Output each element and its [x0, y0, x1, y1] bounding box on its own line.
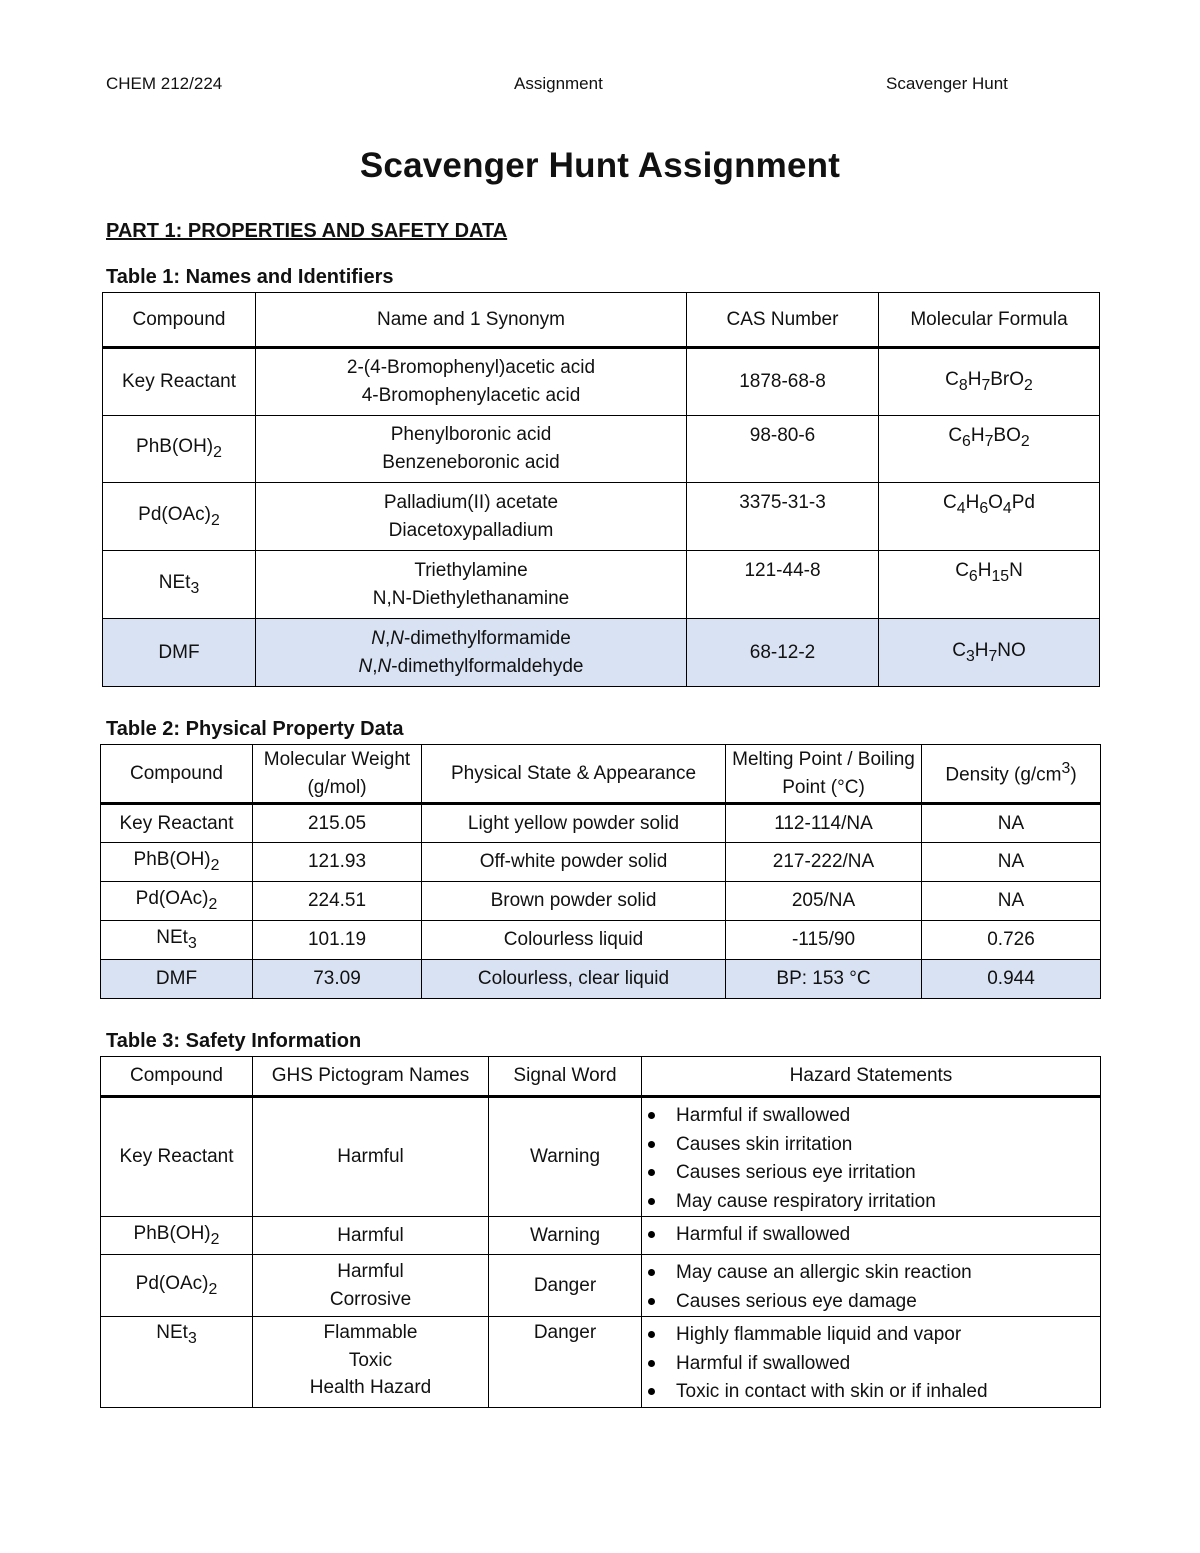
- state-cell: Colourless liquid: [422, 921, 726, 960]
- compound-cell: $Pd(OAc)_2$: [103, 483, 256, 551]
- table3-row: [101, 1255, 1101, 1317]
- cas-cell: 121-44-8: [687, 551, 879, 619]
- compound-cell: $PhB(OH)_2$: [103, 416, 256, 483]
- mp-cell: 112-114/NA: [726, 804, 922, 843]
- hazard-statements-cell: [642, 1317, 1101, 1408]
- state-cell: Brown powder solid: [422, 882, 726, 921]
- formula-cell: $C_4H_6O_4Pd$: [879, 483, 1100, 551]
- signal-word-cell: Danger: [489, 1317, 642, 1408]
- table2-row: [101, 960, 1101, 999]
- pictogram-name: Health Hazard: [309, 1377, 432, 1399]
- table3-row: [101, 1217, 1101, 1255]
- compound-cell: Key Reactant: [103, 348, 256, 416]
- state-cell: Off-white powder solid: [422, 843, 726, 882]
- hazard-list: [676, 1259, 1096, 1316]
- table-names-identifiers: [102, 292, 1100, 687]
- pictogram-cell: [253, 1097, 489, 1217]
- mp-cell: BP: 153 °C: [726, 960, 922, 999]
- table1-row: [103, 348, 1100, 416]
- compound-name: Triethylamine: [414, 559, 528, 581]
- table3-header-pictograms: GHS Pictogram Names: [253, 1057, 489, 1097]
- part-heading: PART 1: PROPERTIES AND SAFETY DATA: [106, 220, 508, 242]
- mp-cell: 205/NA: [726, 882, 922, 921]
- hazard-statements-cell: [642, 1097, 1101, 1217]
- table1-row: [103, 416, 1100, 483]
- hazard-statements-cell: [642, 1217, 1101, 1255]
- formula-cell: $C_3H_7NO$: [879, 619, 1100, 687]
- density-cell: NA: [922, 804, 1101, 843]
- density-cell: 0.944: [922, 960, 1101, 999]
- table2-header-mp: Melting Point / Boiling Point (°C): [726, 745, 922, 804]
- pictogram-name: Harmful: [337, 1146, 404, 1168]
- compound-synonym: 4-Bromophenylacetic acid: [361, 385, 581, 406]
- formula-cell: $C_8H_7BrO_2$: [879, 348, 1100, 416]
- table1-row: [103, 619, 1100, 687]
- table3-row: [101, 1317, 1101, 1408]
- table3-header-hazards: Hazard Statements: [642, 1057, 1101, 1097]
- hazard-statement: Toxic in contact with skin or if inhaled: [676, 1378, 1096, 1407]
- compound-name: Palladium(II) acetate: [383, 491, 559, 513]
- cas-cell: 1878-68-8: [687, 348, 879, 416]
- compound-name: N,N-dimethylformamide: [371, 627, 571, 649]
- compound-cell: Key Reactant: [101, 1097, 253, 1217]
- name-synonym-cell: [256, 416, 687, 483]
- name-synonym-cell: [256, 551, 687, 619]
- pictogram-name: Toxic: [348, 1349, 393, 1371]
- table2-row: [101, 804, 1101, 843]
- hazard-statement: May cause respiratory irritation: [676, 1188, 1096, 1217]
- mw-cell: 215.05: [253, 804, 422, 843]
- table3-row: [101, 1097, 1101, 1217]
- mp-cell: 217-222/NA: [726, 843, 922, 882]
- table1-row: [103, 483, 1100, 551]
- pictogram-cell: [253, 1255, 489, 1317]
- pictogram-cell: [253, 1317, 489, 1408]
- hazard-list: [676, 1321, 1096, 1407]
- table2-header-density: Density $(g/cm^3)$: [922, 745, 1101, 804]
- table2-header-compound: Compound: [101, 745, 253, 804]
- hazard-list: [676, 1102, 1096, 1216]
- pictogram-name: Flammable: [323, 1322, 418, 1343]
- compound-cell: DMF: [103, 619, 256, 687]
- name-synonym-cell: [256, 483, 687, 551]
- hazard-statement: Harmful if swallowed: [676, 1102, 1096, 1131]
- hazard-statement: Harmful if swallowed: [676, 1221, 1096, 1250]
- signal-word-cell: Warning: [489, 1217, 642, 1255]
- compound-name: 2-(4-Bromophenyl)acetic acid: [346, 357, 596, 379]
- hazard-statement: Causes serious eye damage: [676, 1288, 1096, 1317]
- mw-cell: 121.93: [253, 843, 422, 882]
- table2-header-mw: Molecular Weight (g/mol): [253, 745, 422, 804]
- cas-cell: 68-12-2: [687, 619, 879, 687]
- table1-caption: Table 1: Names and Identifiers: [106, 266, 394, 288]
- hazard-statements-cell: [642, 1255, 1101, 1317]
- document-title: Scavenger Hunt Assignment: [359, 146, 841, 185]
- mw-cell: 224.51: [253, 882, 422, 921]
- hazard-list: [676, 1221, 1096, 1250]
- pictogram-name: Harmful: [337, 1224, 404, 1246]
- page-header: [0, 74, 1200, 98]
- table3-header-compound: Compound: [101, 1057, 253, 1097]
- density-cell: 0.726: [922, 921, 1101, 960]
- hazard-statement: Causes skin irritation: [676, 1131, 1096, 1160]
- header-right: Scavenger Hunt: [886, 74, 1008, 93]
- compound-synonym: Benzeneboronic acid: [382, 452, 560, 473]
- table1-row: [103, 551, 1100, 619]
- state-cell: Colourless, clear liquid: [422, 960, 726, 999]
- mw-cell: 73.09: [253, 960, 422, 999]
- hazard-statement: May cause an allergic skin reaction: [676, 1259, 1096, 1288]
- formula-cell: $C_6H_7BO_2$: [879, 416, 1100, 483]
- name-synonym-cell: [256, 619, 687, 687]
- table-safety-information: [100, 1056, 1101, 1408]
- signal-word-cell: Warning: [489, 1097, 642, 1217]
- formula-cell: $C_6H_{15}N$: [879, 551, 1100, 619]
- table2-header-state: Physical State & Appearance: [422, 745, 726, 804]
- table1-header-formula: Molecular Formula: [879, 293, 1100, 348]
- table2-row: [101, 882, 1101, 921]
- state-cell: Light yellow powder solid: [422, 804, 726, 843]
- compound-name: Phenylboronic acid: [390, 424, 552, 446]
- signal-word-cell: Danger: [489, 1255, 642, 1317]
- compound-cell: $Pd(OAc)_2$: [101, 1255, 253, 1317]
- compound-cell: $PhB(OH)_2$: [101, 1217, 253, 1255]
- table1-header-name: Name and 1 Synonym: [256, 293, 687, 348]
- hazard-statement: Harmful if swallowed: [676, 1350, 1096, 1379]
- compound-cell: NEt$_3$: [103, 551, 256, 619]
- pictogram-cell: [253, 1217, 489, 1255]
- table3-body: [101, 1097, 1101, 1408]
- hazard-statement: Highly flammable liquid and vapor: [676, 1321, 1096, 1350]
- mp-cell: -115/90: [726, 921, 922, 960]
- compound-cell: NEt$_3$: [101, 1317, 253, 1408]
- compound-synonym: N,N-dimethylformaldehyde: [358, 655, 584, 677]
- cas-cell: 98-80-6: [687, 416, 879, 483]
- name-synonym-cell: [256, 348, 687, 416]
- table1-header-compound: Compound: [103, 293, 256, 348]
- pictogram-name: Corrosive: [329, 1288, 412, 1310]
- table1-body: [103, 348, 1100, 687]
- compound-synonym: N,N-Diethylethanamine: [372, 587, 570, 609]
- table2-caption: Table 2: Physical Property Data: [106, 718, 404, 740]
- compound-cell: DMF: [101, 960, 253, 999]
- density-cell: NA: [922, 882, 1101, 921]
- compound-cell: Key Reactant: [101, 804, 253, 843]
- table-physical-properties: [100, 744, 1101, 999]
- compound-cell: $Pd(OAc)_2$: [101, 882, 253, 921]
- table2-row: [101, 843, 1101, 882]
- table3-header-signal: Signal Word: [489, 1057, 642, 1097]
- density-cell: NA: [922, 843, 1101, 882]
- header-center: Assignment: [514, 74, 603, 93]
- table3-caption: Table 3: Safety Information: [106, 1030, 362, 1052]
- compound-cell: NEt$_3$: [101, 921, 253, 960]
- cas-cell: 3375-31-3: [687, 483, 879, 551]
- table2-body: [101, 804, 1101, 999]
- header-course: CHEM 212/224: [106, 74, 223, 93]
- mw-cell: 101.19: [253, 921, 422, 960]
- pictogram-name: Harmful: [337, 1260, 404, 1282]
- compound-cell: $PhB(OH)_2$: [101, 843, 253, 882]
- table1-header-cas: CAS Number: [687, 293, 879, 348]
- compound-synonym: Diacetoxypalladium: [388, 519, 554, 541]
- hazard-statement: Causes serious eye irritation: [676, 1159, 1096, 1188]
- table2-row: [101, 921, 1101, 960]
